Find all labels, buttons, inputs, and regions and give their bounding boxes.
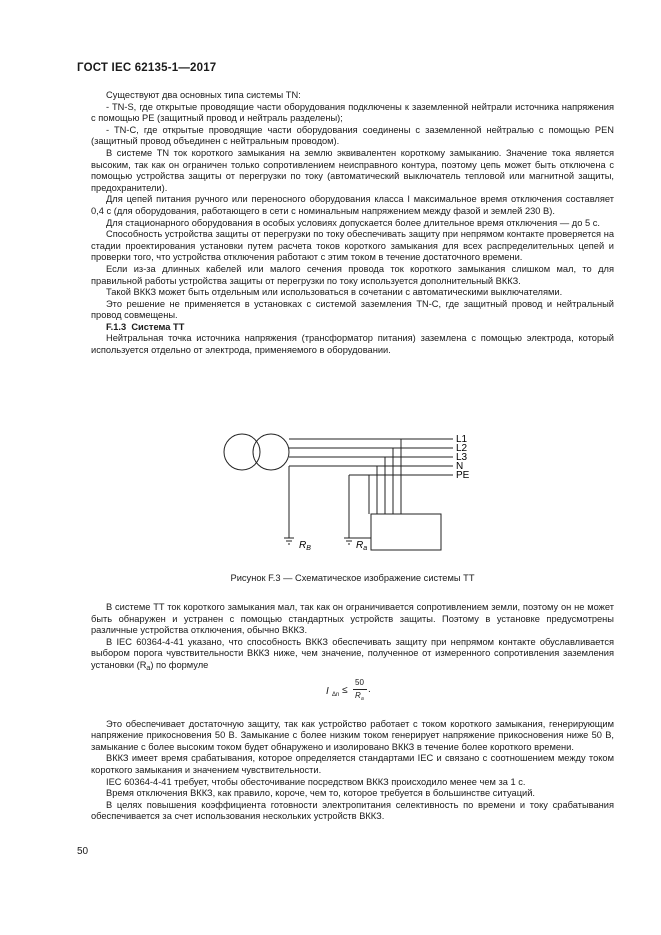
formula-i: I <box>326 686 329 697</box>
subsection-number: F.1.3 <box>106 321 127 332</box>
formula-dot: . <box>368 684 371 695</box>
tt-system-diagram <box>91 428 614 568</box>
paragraph: ВККЗ имеет время срабатывания, которое определяется стандартами IEC и связано с соотношением между током короткого замыкания и значением чувствительности. <box>91 753 614 775</box>
formula-numerator: 50 <box>355 678 364 687</box>
paragraph: Для стационарного оборудования в особых условиях допускается более длительное время отключения — до 5 с. <box>106 217 600 228</box>
document-header: ГОСТ IEC 62135-1—2017 <box>77 62 217 74</box>
label-l3: L3 <box>456 452 468 463</box>
transformer-primary-coil <box>224 434 260 470</box>
formula-le: ≤ <box>342 685 348 696</box>
figure-caption: Рисунок F.3 — Схематическое изображение системы TT <box>230 573 475 583</box>
paragraph: В целях повышения коэффициента готовности электропитания селективность по времени и току срабатывания обеспечивается за счет использования нескольких устройств ВККЗ. <box>91 799 614 822</box>
body-text-top <box>91 90 614 357</box>
paragraph: Существуют два основных типа системы TN: <box>106 90 301 100</box>
subsection-heading <box>91 322 614 334</box>
label-l1: L1 <box>456 434 468 445</box>
subscript: a <box>146 664 151 672</box>
paragraph: Для цепей питания ручного или переносного оборудования класса I максимальное время отключения составляет 0,4 с (для оборудования, работающего в сети с номинальным напряжением между фазой и землей 230 В). <box>91 194 614 216</box>
label-ra: $R_a$ <box>356 540 368 552</box>
paragraph: В системе TN ток короткого замыкания на землю эквивалентен короткому замыканию. Значение тока является высоким, так как он ограничен только сопротивлением неисправного контура, поэтому цепь может быть отключена с помощью устройства защиты от перегрузки по току (автоматический выключатель тепловой или магнитной защиты, предохранители). <box>91 147 614 193</box>
subsection-title: Система TT <box>131 321 185 332</box>
equipment-box <box>371 514 441 550</box>
paragraph: - TN-C, где открытые проводящие части оборудования соединены с заземленной нейтралью с помощью PEN (защитный провод объединен с нейтральным проводом). <box>91 124 614 147</box>
fraction-bar <box>353 689 367 690</box>
diagram-svg <box>91 428 614 568</box>
paragraph: - TN-S, где открытые проводящие части оборудования подключены к заземленной нейтрали источника напряжения с помощью PE (защитный провод и нейтраль разделены); <box>91 101 614 124</box>
paragraph: Это обеспечивает достаточную защиту, так как устройство работает с током короткого замыкания, генерирующим напряжение прикосновения 50 В. Замыкание с более низким током генерирует напряжение прикосновения ниже 50 В, замыкание с более высоким током будет обнаружено и изолировано ВККЗ в течение более короткого времени. <box>91 718 614 752</box>
label-rb: $R_B$ <box>299 540 311 552</box>
page-number: 50 <box>77 846 89 857</box>
paragraph: Это решение не применяется в установках с системой заземления TN-C, где защитный провод и нейтральный провод совмещены. <box>91 298 614 321</box>
paragraph: Такой ВККЗ может быть отдельным или использоваться в сочетании с автоматическими выключателями. <box>106 287 563 298</box>
formula-denominator: R <box>355 691 361 700</box>
label-l2: L2 <box>456 443 468 454</box>
paragraph: В системе TT ток короткого замыкания мал, так как он ограничивается сопротивлением земли, поэтому он не может быть обнаружен и устранен с помощью стандартных устройств защиты. Поэтому в установке предусмотрены различные устройства отключения, обычно ВККЗ. <box>91 602 614 636</box>
body-text-bottom <box>91 602 614 823</box>
paragraph: IEC 60364-4-41 требует, чтобы обесточивание посредством ВККЗ происходило менее чем за 1 с. <box>106 776 526 787</box>
label-n: N <box>456 461 464 472</box>
paragraph: Время отключения ВККЗ, как правило, короче, чем то, которое требуется в большинстве ситуаций. <box>106 788 535 799</box>
formula-i-sub: Δn <box>332 692 340 698</box>
transformer-secondary-coil <box>253 434 289 470</box>
paragraph: Способность устройства защиты от перегрузки по току обеспечивать защиту при непрямом контакте проверяется на стадии проектирования установки путем расчета токов короткого замыкания для всех распределительных цепей и проверки того, что устройства отключения работают с этим током в течение достаточного времени. <box>91 229 614 263</box>
paragraph: Нейтральная точка источника напряжения (трансформатор питания) заземлена с помощью электрода, который используется отдельно от электрода, применяемого в оборудовании. <box>91 333 614 356</box>
label-pe: PE <box>456 470 470 481</box>
sensitivity-formula <box>326 678 386 710</box>
paragraph: Если из-за длинных кабелей или малого сечения провода ток короткого замыкания слишком мал, то для правильной работы устройства защиты от перегрузки по току используется дополнительный ВККЗ. <box>91 263 614 286</box>
paragraph: В IEC 60364-4-41 указано, что способность ВККЗ обеспечивать защиту при непрямом контакте обуславливается выбором порога чувствительности ВККЗ ниже, чем значение, полученное от измеренного сопротивления заземления установки $(R_a)$ по формуле <box>91 636 614 672</box>
formula-den-sub: a <box>361 696 364 702</box>
